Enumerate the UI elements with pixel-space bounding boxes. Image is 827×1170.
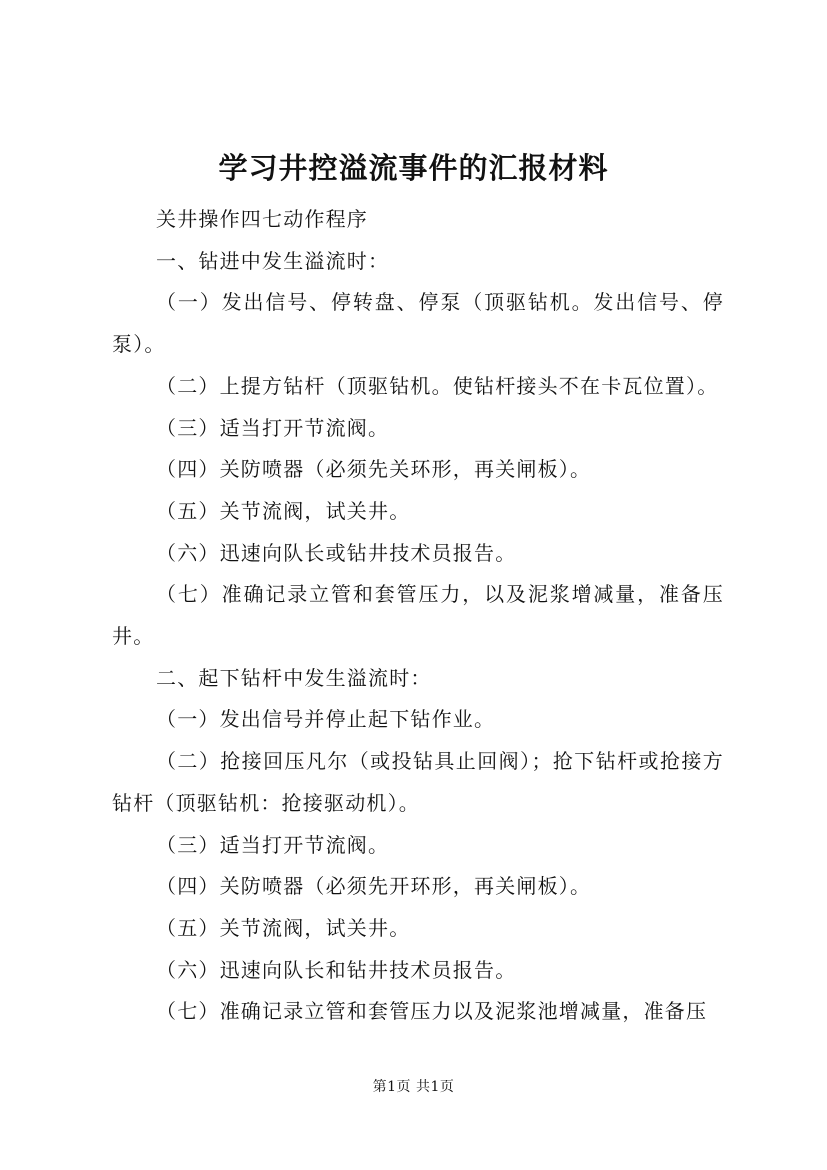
paragraph-procedure-heading: 关井操作四七动作程序 — [156, 207, 368, 231]
paragraph-section-2-step-3: （三）适当打开节流阀。 — [156, 832, 390, 857]
paragraph-section-1-step-6: （六）迅速向队长或钻井技术员报告。 — [156, 540, 517, 565]
document-body — [112, 199, 724, 1033]
paragraph-section-2-step-6: （六）迅速向队长和钻井技术员报告。 — [156, 957, 517, 982]
paragraph-section-1-step-3: （三）适当打开节流阀。 — [156, 415, 390, 440]
document-title: 学习井控溢流事件的汇报材料 — [218, 151, 609, 185]
paragraph-section-2-step-4: （四）关防喷器（必须先开环形，再关闸板）。 — [156, 874, 592, 899]
page-footer: 第1页 共1页 — [372, 1079, 455, 1095]
paragraph-section-2-step-5: （五）关节流阀，试关井。 — [156, 915, 411, 940]
paragraph-section-1-step-4: （四）关防喷器（必须先关环形，再关闸板）。 — [156, 457, 592, 482]
paragraph-section-2-step-1: （一）发出信号并停止起下钻作业。 — [156, 707, 496, 732]
paragraph-section-1-step-5: （五）关节流阀，试关井。 — [156, 498, 411, 523]
paragraph-section-2-step-2: （二）抢接回压凡尔（或投钻具止回阀）；抢下钻杆或抢接方钻杆（顶驱钻机：抢接驱动机）。 — [112, 749, 724, 815]
paragraph-section-1-heading: 一、钻进中发生溢流时： — [156, 248, 390, 273]
paragraph-section-2-step-7: （七）准确记录立管和套管压力以及泥浆池增减量，准备压 — [156, 999, 708, 1024]
paragraph-section-1-step-2: （二）上提方钻杆（顶驱钻机。使钻杆接头不在卡瓦位置）。 — [156, 373, 719, 398]
paragraph-section-2-heading: 二、起下钻杆中发生溢流时： — [156, 665, 432, 690]
paragraph-section-1-step-7: （七）准确记录立管和套管压力，以及泥浆增减量，准备压井。 — [112, 582, 724, 649]
paragraph-section-1-step-1: （一）发出信号、停转盘、停泵（顶驱钻机。发出信号、停泵）。 — [112, 290, 724, 357]
